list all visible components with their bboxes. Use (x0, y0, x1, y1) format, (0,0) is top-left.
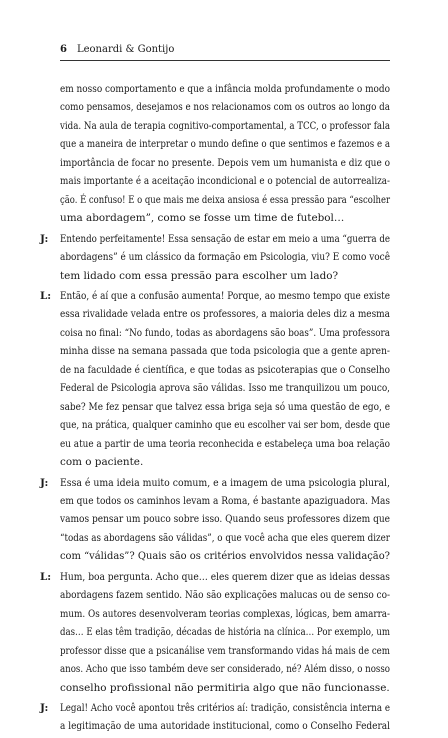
running-header (60, 43, 390, 61)
dialogue-block (40, 230, 392, 285)
text-line: em nosso comportamento e que a infância molda profundamente o modo (60, 83, 390, 95)
text-line: Legal! Acho você apontou três critérios aí: tradição, consistência interna e (60, 701, 391, 714)
text-line: Entendo perfeitamente! Essa sensação de estar em meio a uma “guerra de (60, 232, 391, 245)
text-line: conselho profissional não permitiria algo que não funcionasse. (60, 681, 390, 694)
text-line: mum. Os autores desenvolveram teorias complexas, lógicas, bem amarra- (60, 607, 391, 620)
text-line: ção. É confuso! E o que mais me deixa ansiosa é essa pressão para “escolher (60, 193, 391, 206)
running-title: Leonardi & Gontijo (76, 44, 175, 55)
dialogue-paragraph (60, 287, 392, 472)
speaker-label: L: (40, 289, 52, 302)
text-line: sabe? Me fez pensar que talvez essa briga seja só uma questão de ego, e (60, 400, 391, 413)
dialogue-paragraph (60, 80, 392, 228)
text-line: vamos pensar um pouco sobre isso. Quando seus professores dizem que (60, 513, 391, 526)
dialogue-block (40, 474, 392, 566)
dialogue-block (40, 699, 392, 736)
text-line: com “válidas”? Quais são os critérios envolvidos nessa validação? (60, 550, 390, 563)
dialogue-paragraph (60, 230, 392, 285)
speaker-label: J: (40, 476, 49, 489)
dialogue-paragraph (60, 699, 392, 736)
dialogue-block (40, 80, 392, 228)
text-line: a legitimação de uma autoridade institucional, como o Conselho Federal (60, 720, 391, 733)
speaker-label: J: (40, 232, 49, 245)
text-line: coisa no final: “No fundo, todas as abordagens são boas”. Uma professora (60, 326, 390, 339)
text-line: “todas as abordagens são válidas”, o que você acha que eles querem dizer (60, 531, 390, 544)
text-line: em que todos os caminhos levam a Roma, é bastante apaziguadora. Mas (60, 494, 391, 507)
speaker-label: L: (40, 570, 52, 583)
text-line: Essa é uma ideia muito comum, e a imagem de uma psicologia plural, (60, 476, 391, 489)
dialogue-paragraph (60, 568, 392, 697)
text-line: importância de focar no presente. Depois vem um humanista e diz que o (60, 156, 391, 169)
text-line: abordagens” é um clássico da formação em Psicologia, viu? E como você (60, 251, 390, 264)
text-line: das… E elas têm tradição, décadas de história na clínica… Por exemplo, um (60, 626, 390, 639)
text-line: Então, é aí que a confusão aumenta! Porque, ao mesmo tempo que existe (60, 289, 391, 302)
text-line: de na faculdade é científica, e que todas as psicoterapias que o Conselho (60, 363, 390, 376)
text-line: com o paciente. (60, 456, 144, 469)
dialogue-block (40, 568, 392, 697)
text-line: eu atue a partir de uma teoria reconhecida e estabeleça uma boa relação (60, 437, 391, 450)
text-line: que a maneira de interpretar o mundo define o que sentimos e fazemos e a (60, 138, 390, 151)
text-line: minha disse na semana passada que toda psicologia que a gente apren- (60, 345, 390, 358)
text-line: Hum, boa pergunta. Acho que… eles querem dizer que as ideias dessas (60, 570, 390, 583)
text-line: mais importante é a aceitação incondicional e o potencial de autorrealiza- (60, 175, 391, 188)
text-line: anos. Acho que isso também deve ser considerado, né? Além disso, o nosso (60, 663, 391, 676)
text-line: tem lidado com essa pressão para escolher um lado? (60, 269, 339, 282)
text-line: como pensamos, desejamos e nos relacionamos com os outros ao longo da (60, 101, 391, 114)
dialogue-block (40, 287, 392, 472)
text-line: professor disse que a psicanálise vem transformando vidas há mais de cem (60, 644, 390, 657)
text-line: abordagens fazem sentido. Não são explicações malucas ou de senso co- (60, 589, 391, 602)
text-line: Federal de Psicologia aprova são válidas. Isso me tranquilizou um pouco, (60, 382, 391, 395)
dialogue-body (40, 80, 392, 738)
dialogue-paragraph (60, 474, 392, 566)
text-line: essa rivalidade velada entre os professores, a maioria deles diz a mesma (60, 308, 390, 321)
text-line: uma abordagem”, como se fosse um time de futebol… (60, 212, 345, 225)
speaker-label: J: (40, 701, 49, 714)
page-number: 6 (60, 44, 67, 55)
text-line: que, na prática, qualquer caminho que eu escolher vai ser bom, desde que (60, 419, 390, 432)
text-line: vida. Na aula de terapia cognitivo-comportamental, a TCC, o professor fala (60, 119, 391, 132)
